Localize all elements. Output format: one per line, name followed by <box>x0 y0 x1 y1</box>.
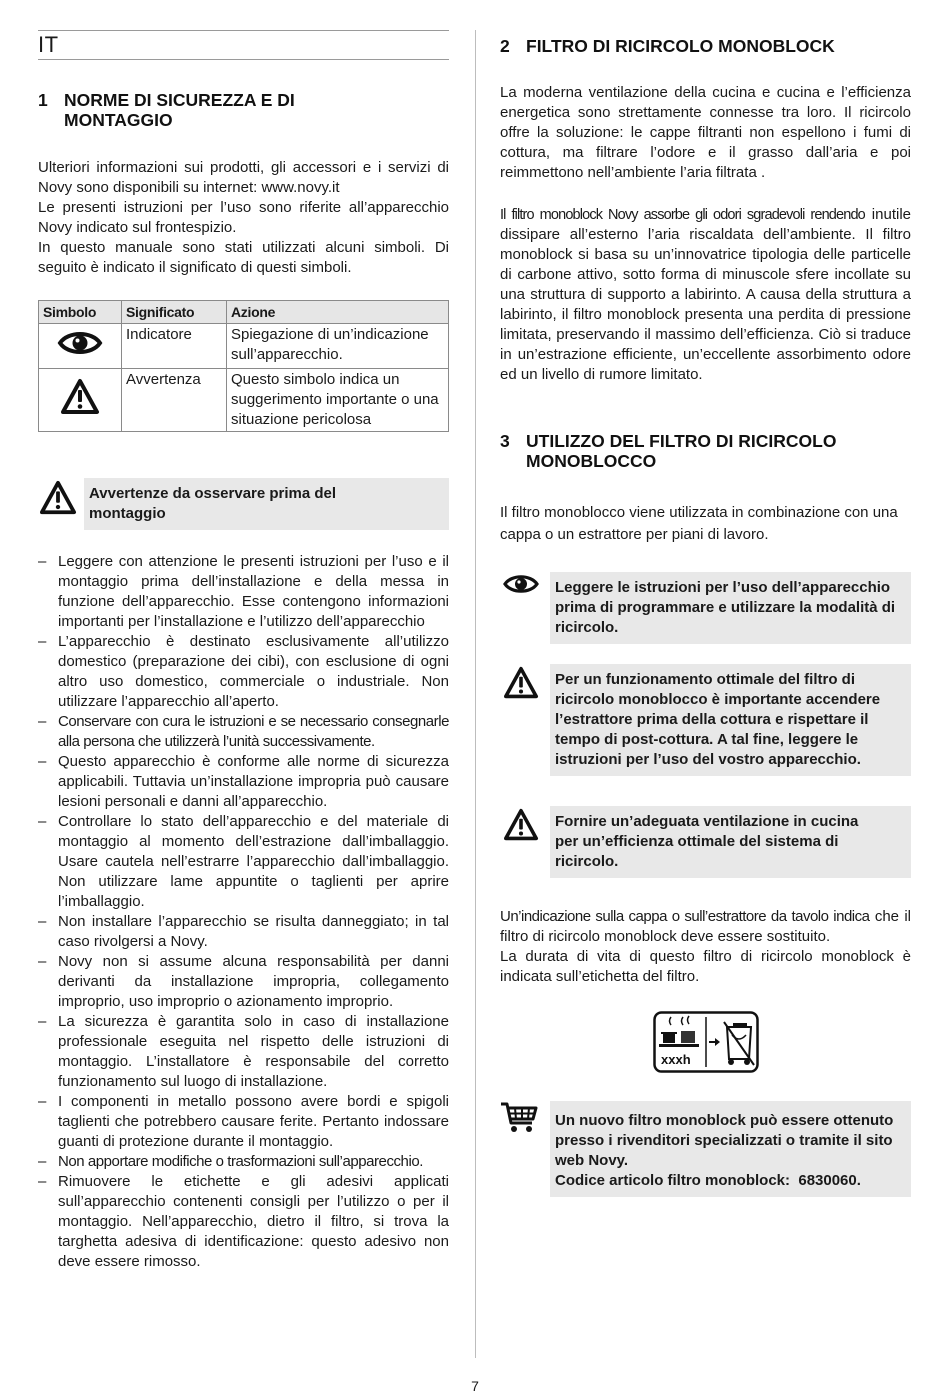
action-cell: Questo simbolo indica un suggerimento importante o una situazione pericolosa <box>227 369 449 432</box>
notice-text: Per un funzionamento ottimale del filtro di ricircolo monoblocco è importante accendere l’estrattore prima della cottura e rispettare il tempo di post-cottura. A tal fine, leggere le istruzioni per l’uso del vostro apparecchio. <box>550 664 911 776</box>
table-header: Azione <box>227 301 449 324</box>
section-2-paragraph: Il filtro monoblock Novy assorbe gli odori sgradevoli rendendo inutile dissipare all’esterno l’aria riscaldata dell’ambiente. Il filtro monoblock si basa su un’innovatrice tipologia delle particelle di carbone attivo, sotto forma di minuscole sfere incollate su una struttura di supporto a labirinto. A causa della struttura a labirinto, il filtro monoblock presenta una perdita di pressione limitata, preservando il massimo dell’efficienza. Ciò si traduce in un’estrazione efficiente, un’eccellente assorbimento odore ed un livello di rumore limitato. <box>500 206 911 383</box>
list-item: – Rimuovere le etichette e gli adesivi applicati sull’apparecchio contenenti consigli per l’utilizzo o per il montaggio. Nell’apparecchio, dietro il filtro, si trova la targhetta adesiva di identificazione: questo adesivo non deve essere rimosso. <box>38 1172 449 1272</box>
warning-icon <box>60 378 100 416</box>
list-item: – Non installare l’apparecchio se risulta danneggiato; in tal caso rivolgersi a Novy. <box>38 912 449 952</box>
article-code: Codice articolo filtro monoblock: 6830060. <box>555 1172 861 1189</box>
installation-warning <box>38 478 449 530</box>
table-header: Significato <box>122 301 227 324</box>
list-item: – I componenti in metallo possono avere bordi e spigoli taglienti che potrebbero causare ferite. Pertanto indossare guanti di protezione durante il montaggio. <box>38 1092 449 1152</box>
eye-icon <box>502 572 540 596</box>
notice-text: Fornire un’adeguata ventilazione in cucina per un’efficienza ottimale del sistema di ricircolo. <box>550 806 911 878</box>
symbol-cell <box>39 324 122 369</box>
list-item: – Questo apparecchio è conforme alle norme di sicurezza applicabili. Tuttavia un’installazione impropria può causare lesioni personali e danni all’apparecchio. <box>38 752 449 812</box>
symbol-cell <box>39 369 122 432</box>
warning-notice <box>502 806 911 878</box>
table-row <box>39 369 449 432</box>
warning-icon <box>502 666 540 700</box>
left-column <box>38 30 449 1272</box>
table-header-row <box>39 301 449 324</box>
section-2-title: 2 FILTRO DI RICIRCOLO MONOBLOCK <box>500 36 835 56</box>
column-divider <box>475 30 476 1358</box>
warning-icon <box>38 480 78 516</box>
warning-icon <box>502 808 540 842</box>
warning-notice <box>502 664 911 776</box>
section-3-intro: Il filtro monoblocco viene utilizzata in combinazione con una cappa o un estrattore per piani di lavoro. <box>500 504 898 543</box>
intro-paragraph: Le presenti istruzioni per l’uso sono riferite all’apparecchio Novy indicato sul frontespizio. <box>38 199 449 236</box>
symbol-table <box>38 300 449 432</box>
list-item: – La sicurezza è garantita solo in caso di installazione professionale eseguita nel rispetto delle istruzioni di montaggio. L’installatore è responsabile del corretto funzionamento sul luogo di installazione. <box>38 1012 449 1092</box>
meaning-cell: Indicatore <box>122 324 227 369</box>
right-column <box>500 30 911 1197</box>
language-header <box>38 30 449 60</box>
section-3-paragraph: Un’indicazione sulla cappa o sull’estrattore da tavolo indica che il filtro di ricircolo monoblock deve essere sostituito. <box>500 908 911 945</box>
list-item: – Leggere con attenzione le presenti istruzioni per l’uso e il montaggio prima dell’installazione e della messa in funzione dell’apparecchio. Esse contengono informazioni importanti per l’installazione e l’utilizzo dell’apparecchio <box>38 552 449 632</box>
notice-text: Leggere le istruzioni per l’uso dell’apparecchio prima di programmare e utilizzare la modalità di ricircolo. <box>550 572 911 644</box>
list-item: – L’apparecchio è destinato esclusivamente all’utilizzo domestico (preparazione dei cibi), con esclusione di ogni altro uso domestico, commerciale o industriale. Non utilizzare l’apparecchio all’aperto. <box>38 632 449 712</box>
table-row <box>39 324 449 369</box>
shopping-cart-icon <box>500 1101 538 1135</box>
filter-replacement-pictogram <box>653 1011 759 1073</box>
list-item: – Non apportare modifiche o trasformazioni sull’apparecchio. <box>38 1152 449 1172</box>
action-cell: Spiegazione di un’indicazione sull’apparecchio. <box>227 324 449 369</box>
section-1-intro <box>38 158 449 278</box>
section-3-title: 3 UTILIZZO DEL FILTRO DI RICIRCOLO MONOBLOCCO <box>500 431 837 471</box>
page-number: 7 <box>471 1378 479 1394</box>
intro-paragraph: Ulteriori informazioni sui prodotti, gli accessori e i servizi di Novy sono disponibili su internet: www.novy.it <box>38 159 449 196</box>
eye-icon <box>57 328 103 358</box>
hours-label: xxxh <box>660 1052 691 1067</box>
filter-pictogram <box>500 1011 911 1073</box>
cart-notice <box>500 1101 911 1197</box>
list-item: – Controllare lo stato dell’apparecchio e del materiale di montaggio al momento dell’estrazione dall’imballaggio. Usare cautela nell’estrarre l’apparecchio dall’imballaggio. Non utilizzare lame appuntite o taglienti per aprire l’imballaggio. <box>38 812 449 912</box>
language-code: IT <box>38 32 59 57</box>
section-3-paragraph: La durata di vita di questo filtro di ricircolo monoblock è indicata sull’etichetta del filtro. <box>500 948 911 985</box>
eye-notice <box>502 572 911 644</box>
section-2-paragraph: La moderna ventilazione della cucina e cucina e l’efficienza energetica sono strettamente connesse tra loro. Il ricircolo offre la soluzione: le cappe filtranti non espellono i fumi di cottura, ma filtrare l’odore e il grasso dall’aria e poi reimmettono nell’ambiente l’aria filtrata . <box>500 84 911 181</box>
table-header: Simbolo <box>39 301 122 324</box>
safety-list <box>38 552 449 1272</box>
list-item: – Conservare con cura le istruzioni e se necessario consegnarle alla persona che utilizzerà l’unità successivamente. <box>38 712 449 752</box>
list-item: – Novy non si assume alcuna responsabilità per danni derivanti da installazione impropria, collegamento improprio, uso improprio o azionamento improprio. <box>38 952 449 1012</box>
section-1-title: 1 NORME DI SICUREZZA E DI MONTAGGIO <box>38 90 295 130</box>
notice-text: Un nuovo filtro monoblock può essere ottenuto presso i rivenditori specializzati o tramite il sito web Novy. Codice articolo filtro monoblock: 6830060. <box>550 1101 911 1197</box>
intro-paragraph: In questo manuale sono stati utilizzati alcuni simboli. Di seguito è indicato il significato di questi simboli. <box>38 239 449 276</box>
meaning-cell: Avvertenza <box>122 369 227 432</box>
warning-box-text: Avvertenze da osservare prima del montaggio <box>84 478 449 530</box>
